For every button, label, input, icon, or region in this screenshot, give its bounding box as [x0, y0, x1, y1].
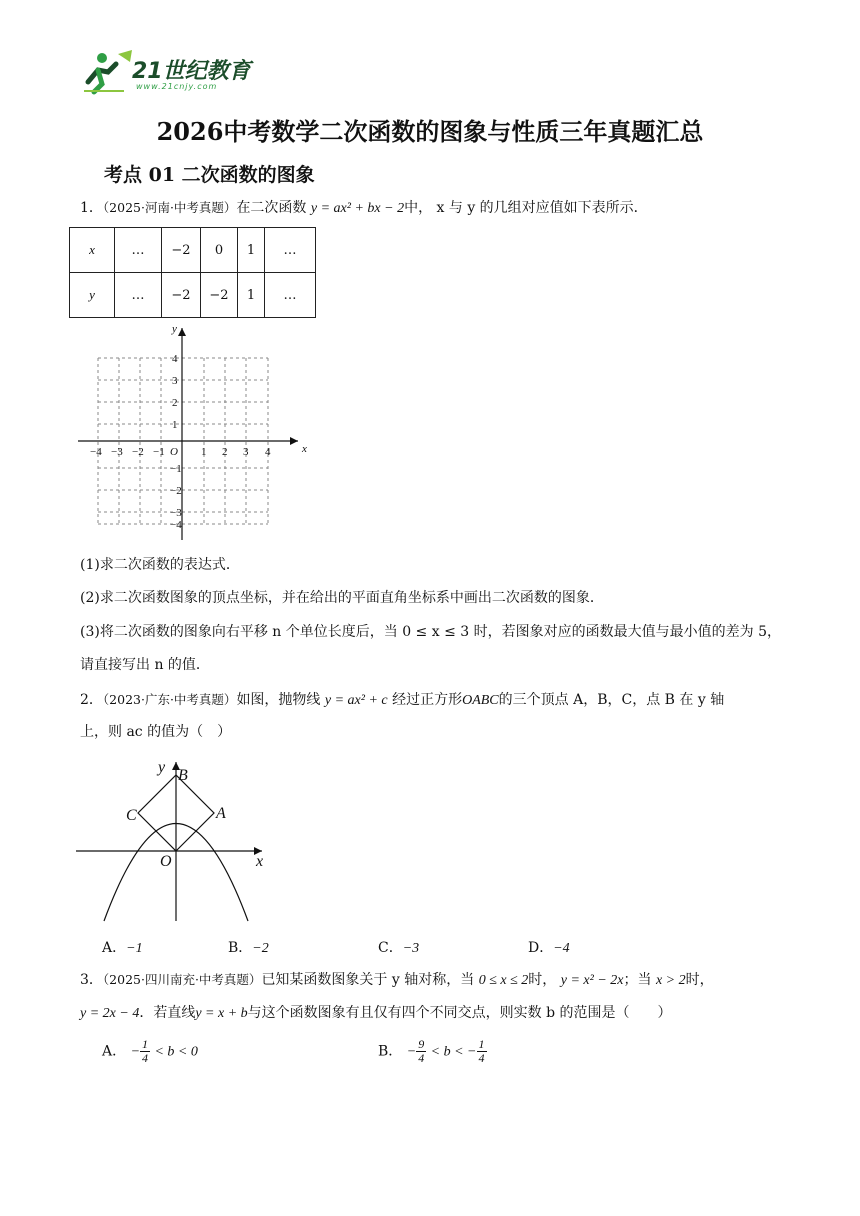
table-cell: −2 — [201, 273, 238, 318]
q3-text: 时， — [528, 972, 557, 988]
q3-condition-1: 0 ≤ x ≤ 2 — [478, 973, 529, 988]
q3-text: 已知某函数图象关于 y 轴对称，当 — [261, 972, 475, 988]
table-cell: … — [265, 228, 316, 273]
x-tick-label: 3 — [243, 446, 249, 458]
x-tick-label: −2 — [132, 446, 144, 458]
q2-option-d[interactable] — [528, 937, 570, 957]
point-a-label: A — [216, 805, 226, 822]
option-value: −1 — [126, 941, 143, 956]
y-tick-label: −4 — [170, 519, 182, 531]
q1-formula: y = ax² + bx − 2 — [310, 201, 405, 216]
q1-part-1: (1)求二次函数的表达式． — [80, 557, 240, 573]
fraction-numerator: 9 — [418, 1037, 425, 1051]
q3-option-a[interactable] — [102, 1038, 198, 1065]
x-tick-label: 4 — [265, 446, 271, 458]
table-cell: −2 — [162, 228, 201, 273]
table-row — [70, 228, 316, 273]
logo-brand: 21世纪教育 — [132, 59, 251, 84]
q3-number: 3． — [80, 972, 103, 988]
fraction — [477, 1038, 487, 1065]
option-label: C． — [378, 940, 403, 956]
q3-text: 与这个函数图象有且仅有四个不同交点，则实数 b 的范围是（ ） — [247, 1005, 672, 1021]
y-tick-label: −2 — [170, 485, 182, 497]
y-tick-label: −3 — [170, 507, 182, 519]
option-value: −2 — [252, 941, 269, 956]
logo — [80, 46, 260, 96]
q3-text: ；当 — [623, 972, 652, 988]
fraction-numerator: 1 — [478, 1037, 485, 1051]
table-cell: … — [115, 273, 162, 318]
option-label: A． — [102, 1043, 127, 1060]
q1-number: 1． — [80, 200, 103, 216]
q2-option-a[interactable] — [102, 937, 143, 957]
section-heading: 考点 01 二次函数的图象 — [104, 164, 315, 186]
q1-text-b: 中， — [404, 200, 433, 216]
table-cell: 1 — [238, 273, 265, 318]
x-tick-label: −4 — [90, 446, 102, 458]
x-tick-label: −3 — [111, 446, 123, 458]
q3-text: ．若直线 — [139, 1005, 196, 1021]
q1-stem — [80, 198, 648, 219]
q2-source: （2023·广东·中考真题） — [102, 692, 237, 707]
page-title: 2026中考数学二次函数的图象与性质三年真题汇总 — [156, 117, 704, 146]
q2-text-c: 的三个顶点 A，B，C，点 B 在 y 轴 — [498, 692, 725, 708]
q2-text-b: 经过正方形 — [392, 692, 463, 708]
origin-label: O — [170, 446, 178, 458]
q1-coordinate-grid — [70, 318, 320, 548]
fraction — [416, 1038, 426, 1065]
x-axis-label: x — [302, 443, 307, 455]
value-table — [69, 227, 316, 318]
q1-text-a: 在二次函数 — [236, 200, 307, 216]
fraction-denominator: 4 — [478, 1051, 485, 1065]
q2-parabola-figure — [72, 756, 282, 926]
q3-condition-2: x > 2 — [655, 973, 686, 988]
q3-option-b[interactable] — [378, 1038, 487, 1065]
q1-part-3: (3)将二次函数的图象向右平移 n 个单位长度后，当 0 ≤ x ≤ 3 时，若图象对应的函数最大值与最小值的差为 5， — [80, 624, 781, 640]
y-tick-label: −1 — [170, 463, 182, 475]
option-label: A． — [102, 940, 127, 956]
x-tick-label: −1 — [153, 446, 165, 458]
minus-sign: − — [406, 1044, 417, 1060]
q1-source: （2025·河南·中考真题） — [102, 200, 237, 215]
q2-option-b[interactable] — [228, 937, 269, 957]
fraction-denominator: 4 — [418, 1051, 425, 1065]
table-cell: 0 — [201, 228, 238, 273]
point-c-label: C — [126, 807, 137, 824]
q3-text: 时， — [685, 972, 714, 988]
q2-stem-line2: 上，则 ac 的值为（ ） — [80, 724, 232, 740]
table-cell: y — [70, 273, 115, 318]
y-axis-label: y — [158, 759, 166, 776]
option-value: −4 — [553, 941, 570, 956]
q1-part-3-cont: 请直接写出 n 的值． — [80, 657, 210, 673]
fraction — [140, 1038, 150, 1065]
q2-stem — [80, 690, 724, 711]
logo-url: www.21cnjy.com — [136, 82, 218, 91]
origin-label: O — [160, 853, 172, 870]
minus-sign: − — [130, 1044, 141, 1060]
y-tick-label: 1 — [172, 419, 178, 431]
q1-part-2: (2)求二次函数图象的顶点坐标，并在给出的平面直角坐标系中画出二次函数的图象． — [80, 590, 604, 606]
q3-stem-line2 — [80, 1003, 672, 1024]
q2-square: OABC — [462, 693, 499, 708]
q2-formula: y = ax² + c — [324, 693, 388, 708]
option-label: B． — [228, 940, 253, 956]
table-cell: −2 — [162, 273, 201, 318]
table-cell: … — [265, 273, 316, 318]
x-axis-arrow-icon — [290, 437, 298, 445]
option-value: < b < − — [430, 1044, 477, 1060]
point-b-label: B — [178, 767, 188, 784]
option-label: B． — [378, 1043, 403, 1060]
y-tick-label: 3 — [172, 375, 178, 387]
q3-formula-1: y = x² − 2x — [560, 973, 624, 988]
y-axis-label: y — [172, 323, 177, 335]
option-value: < b < 0 — [154, 1044, 198, 1060]
y-tick-label: 4 — [172, 353, 178, 365]
option-label: D． — [528, 940, 554, 956]
q2-option-c[interactable] — [378, 937, 419, 957]
y-axis-arrow-icon — [178, 328, 186, 336]
q3-formula-2: y = 2x − 4 — [80, 1006, 140, 1021]
q2-text-a: 如图，抛物线 — [236, 692, 321, 708]
q3-formula-3: y = x + b — [195, 1006, 248, 1021]
fraction-denominator: 4 — [142, 1051, 149, 1065]
table-row — [70, 273, 316, 318]
x-tick-label: 1 — [201, 446, 207, 458]
table-cell: … — [115, 228, 162, 273]
q3-source: （2025·四川南充·中考真题） — [102, 972, 262, 987]
x-axis-label: x — [256, 853, 264, 870]
q3-stem — [80, 970, 714, 991]
q1-text-c: x 与 y 的几组对应值如下表所示． — [436, 200, 648, 216]
q2-number: 2． — [80, 692, 103, 708]
option-value: −3 — [402, 941, 420, 956]
table-cell: 1 — [238, 228, 265, 273]
fraction-numerator: 1 — [142, 1037, 149, 1051]
table-cell: x — [70, 228, 115, 273]
x-tick-label: 2 — [222, 446, 228, 458]
y-tick-label: 2 — [172, 397, 178, 409]
